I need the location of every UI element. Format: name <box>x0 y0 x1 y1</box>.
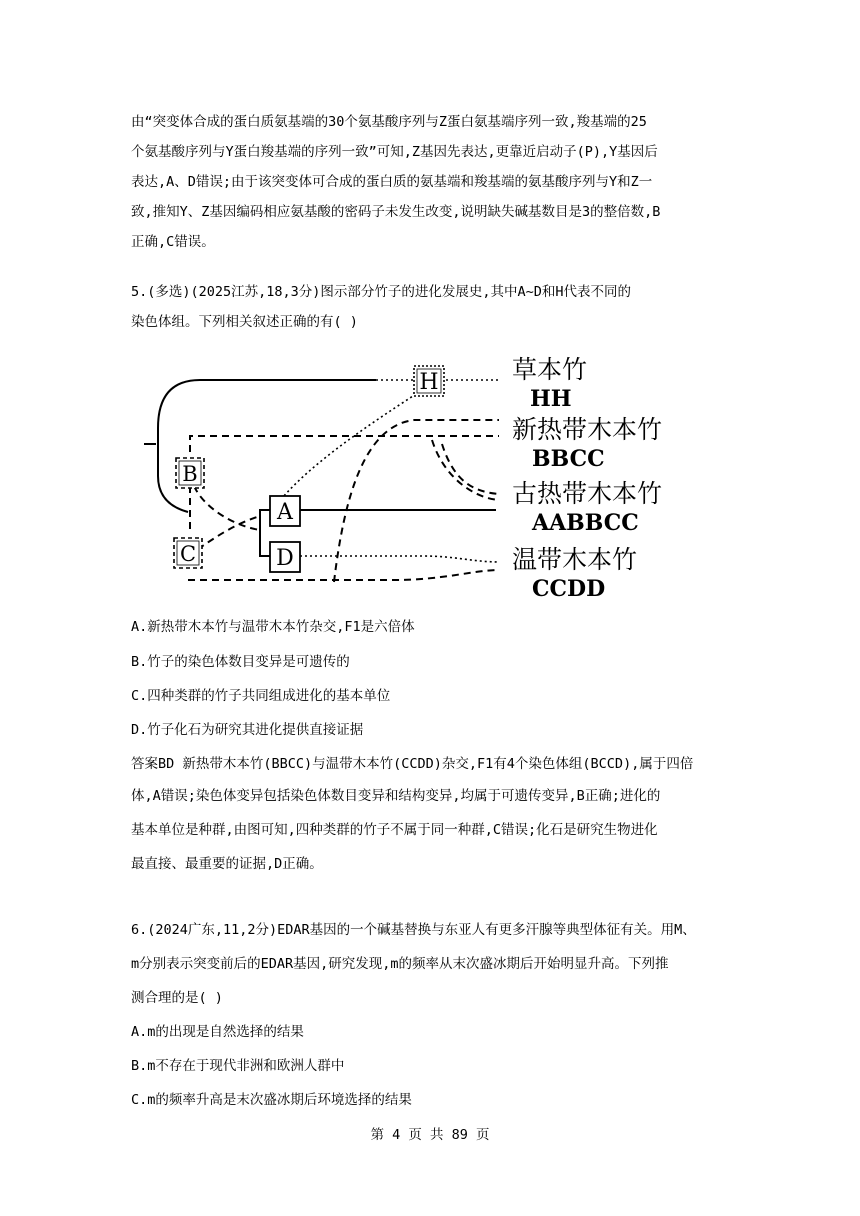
question-6-stem: 测合理的是( ) <box>131 990 223 1006</box>
option-a: A.m的出现是自然选择的结果 <box>131 1024 304 1040</box>
option-a: A.新热带木本竹与温带木本竹杂交,F1是六倍体 <box>131 619 415 635</box>
option-b: B.竹子的染色体数目变异是可遗传的 <box>131 654 350 670</box>
c-temperate <box>188 570 499 580</box>
question-5-stem: 染色体组。下列相关叙述正确的有( ) <box>131 314 358 330</box>
ad-branch <box>260 510 270 556</box>
h-to-a <box>274 394 416 508</box>
question-6-stem: 6.(2024广东,11,2分)EDAR基因的一个碱基替换与东亚人有更多汗腺等典型体征有关。用M、 <box>131 922 696 938</box>
genome-box-c <box>174 538 202 568</box>
page-footer: 第 4 页 共 89 页 <box>370 1127 490 1143</box>
text-line: 表达,A、D错误;由于该突变体可合成的蛋白质的氨基端和羧基端的氨基酸序列与Y和Z一 <box>131 174 653 190</box>
text-line: 致,推知Y、Z基因编码相应氨基酸的密码子未发生改变,说明缺失碱基数目是3的整倍数,B <box>131 204 661 220</box>
option-c: C.m的频率升高是末次盛冰期后环境选择的结果 <box>131 1092 412 1108</box>
question-5-stem: 5.(多选)(2025江苏,18,3分)图示部分竹子的进化发展史,其中A~D和H代表不同的 <box>131 284 632 300</box>
group-name-herbaceous: 草本竹 <box>512 355 588 384</box>
option-c: C.四种类群的竹子共同组成进化的基本单位 <box>131 688 391 704</box>
b-new-tropical <box>190 436 499 452</box>
group-name-neotropical: 新热带木本竹 <box>512 415 663 444</box>
svg-text:H: H <box>419 370 439 395</box>
question-6-stem: m分别表示突变前后的EDAR基因,研究发现,m的频率从末次盛冰期后开始明显升高。下列推 <box>131 956 669 972</box>
svg-text:D: D <box>276 546 294 571</box>
c-to-paleo <box>334 420 499 582</box>
answer-line: 答案BD 新热带木本竹(BBCC)与温带木本竹(CCDD)杂交,F1有4个染色体组(BCCD),属于四倍 <box>131 756 694 772</box>
genome-box-d <box>270 542 300 572</box>
text-line: 个氨基酸序列与Y蛋白羧基端的序列一致”可知,Z基因先表达,更靠近启动子(P),Y基因后 <box>131 144 658 160</box>
b-to-a <box>194 486 260 530</box>
svg-text:C: C <box>179 542 197 566</box>
new-to-paleo-1 <box>432 440 499 500</box>
answer-line: 最直接、最重要的证据,D正确。 <box>131 856 323 872</box>
group-genome-herbaceous: HH <box>530 386 572 412</box>
group-name-paleotropical: 古热带木本竹 <box>512 479 663 508</box>
group-genome-paleotropical: AABBCC <box>532 510 639 536</box>
group-genome-neotropical: BBCC <box>532 446 605 472</box>
svg-text:B: B <box>182 462 198 486</box>
d-lineage <box>300 556 499 562</box>
answer-line: 体,A错误;染色体变异包括染色体数目变异和结构变异,均属于可遗传变异,B正确;进化的 <box>131 788 661 804</box>
text-line: 由“突变体合成的蛋白质氨基端的30个氨基酸序列与Z蛋白氨基端序列一致,羧基端的25 <box>131 114 647 130</box>
genome-box-a <box>270 496 300 526</box>
svg-text:A: A <box>277 500 293 525</box>
text-line: 正确,C错误。 <box>131 234 215 250</box>
genome-box-b <box>176 458 204 488</box>
genome-box-h <box>414 366 444 396</box>
option-d: D.竹子化石为研究其进化提供直接证据 <box>131 722 364 738</box>
option-b: B.m不存在于现代非洲和欧洲人群中 <box>131 1058 345 1074</box>
new-to-paleo-2 <box>442 444 499 494</box>
bamboo-evolution-diagram <box>144 348 700 604</box>
answer-line: 基本单位是种群,由图可知,四种类群的竹子不属于同一种群,C错误;化石是研究生物进化 <box>131 822 658 838</box>
group-genome-temperate: CCDD <box>532 576 606 602</box>
group-name-temperate: 温带木本竹 <box>512 545 638 574</box>
